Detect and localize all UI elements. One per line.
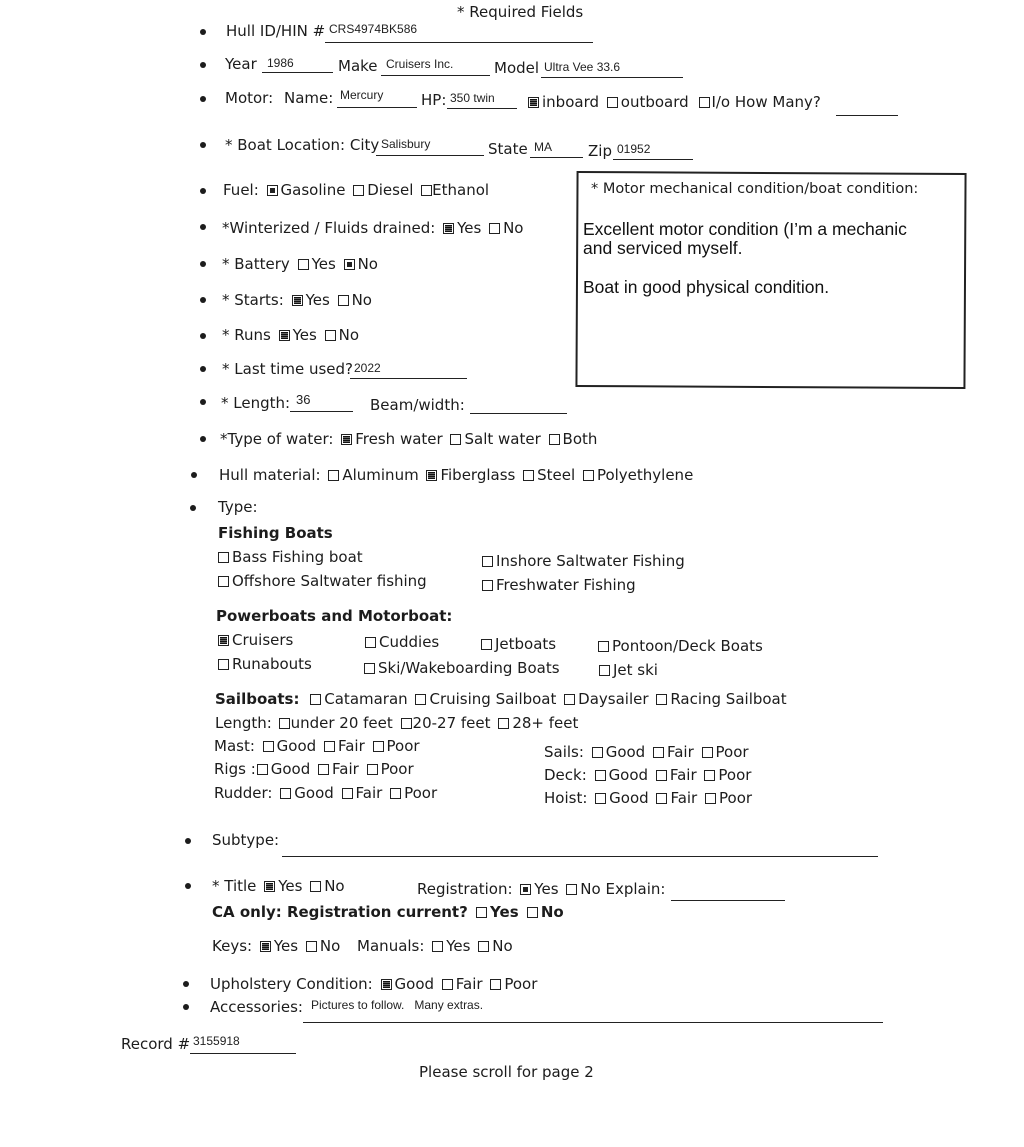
upholstery-good-checkbox[interactable] xyxy=(381,979,392,990)
gasoline-label: Gasoline xyxy=(280,181,346,199)
scroll-note: Please scroll for page 2 xyxy=(419,1063,594,1081)
sails-poor-label: Poor xyxy=(715,743,749,761)
20-27-checkbox[interactable] xyxy=(401,718,412,729)
bass-option xyxy=(215,548,363,566)
rudder-good-label: Good xyxy=(294,784,334,802)
diesel-checkbox[interactable] xyxy=(353,185,364,196)
hoist-fair-label: Fair xyxy=(670,789,698,807)
manuals-no-label: No xyxy=(492,937,513,955)
rigs-fair-label: Fair xyxy=(332,760,359,778)
bullet xyxy=(191,472,197,478)
registration-no-checkbox[interactable] xyxy=(566,884,577,895)
subtype-label: Subtype: xyxy=(212,831,280,849)
bullet xyxy=(200,62,206,68)
mast-good-checkbox[interactable] xyxy=(263,741,274,752)
winterized-yes-checkbox[interactable] xyxy=(443,223,454,234)
sails-good-checkbox[interactable] xyxy=(592,747,603,758)
deck-good-label: Good xyxy=(608,766,649,784)
deck-poor-label: Poor xyxy=(718,766,752,784)
mast-fair-checkbox[interactable] xyxy=(324,741,335,752)
fresh-water-checkbox[interactable] xyxy=(341,434,352,445)
zip-value[interactable]: 01952 xyxy=(617,142,651,156)
rigs-poor-label: Poor xyxy=(380,760,414,778)
upholstery-fair-checkbox[interactable] xyxy=(442,979,453,990)
jetboats-checkbox[interactable] xyxy=(481,639,492,650)
fishing-boats-heading: Fishing Boats xyxy=(218,524,333,542)
sails-label: Sails: xyxy=(544,743,584,761)
model-line xyxy=(541,77,683,78)
hull-id-label: Hull ID/HIN # xyxy=(226,22,326,40)
ca-yes-checkbox[interactable] xyxy=(476,907,487,918)
explain-line[interactable] xyxy=(671,900,785,901)
freshwater-fishing-checkbox[interactable] xyxy=(482,580,493,591)
condition-line-3: Boat in good physical condition. xyxy=(583,277,830,297)
bullet xyxy=(200,224,206,230)
daysailer-label: Daysailer xyxy=(578,690,649,708)
sailboats-row xyxy=(215,690,787,708)
pontoon-option xyxy=(595,637,763,655)
subtype-line[interactable] xyxy=(282,856,878,857)
aluminum-checkbox[interactable] xyxy=(328,470,339,481)
sails-poor-checkbox[interactable] xyxy=(702,747,713,758)
rigs-label: Rigs : xyxy=(214,760,256,778)
daysailer-checkbox[interactable] xyxy=(564,694,575,705)
deck-good-checkbox[interactable] xyxy=(595,770,606,781)
sails-fair-checkbox[interactable] xyxy=(653,747,664,758)
water-row xyxy=(220,430,597,448)
motor-name-line xyxy=(337,107,417,108)
outboard-checkbox[interactable] xyxy=(607,97,618,108)
deck-label: Deck: xyxy=(544,766,587,784)
battery-yes-checkbox[interactable] xyxy=(298,259,309,270)
record-value[interactable]: 3155918 xyxy=(193,1034,240,1048)
upholstery-poor-checkbox[interactable] xyxy=(490,979,501,990)
hoist-good-checkbox[interactable] xyxy=(595,793,606,804)
record-line xyxy=(190,1053,296,1054)
title-label: * Title xyxy=(212,877,257,895)
last-used-label: * Last time used? xyxy=(222,360,353,378)
deck-fair-checkbox[interactable] xyxy=(656,770,667,781)
last-used-line xyxy=(350,378,467,379)
polyethylene-checkbox[interactable] xyxy=(583,470,594,481)
keys-no-checkbox[interactable] xyxy=(306,941,317,952)
type-label: Type: xyxy=(218,498,258,516)
aluminum-label: Aluminum xyxy=(342,466,419,484)
freshwater-fishing-label: Freshwater Fishing xyxy=(496,576,636,594)
ca-yes-label: Yes xyxy=(490,903,519,921)
inboard-checkbox[interactable] xyxy=(528,97,539,108)
make-value[interactable]: Cruisers Inc. xyxy=(386,57,454,71)
ethanol-checkbox[interactable] xyxy=(421,185,432,196)
motor-label: Motor: xyxy=(225,89,274,107)
keys-yes-checkbox[interactable] xyxy=(260,941,271,952)
upholstery-label: Upholstery Condition: xyxy=(210,975,373,993)
hp-value[interactable]: 350 twin xyxy=(450,91,495,105)
make-line xyxy=(381,75,490,76)
runabouts-checkbox[interactable] xyxy=(218,659,229,670)
rudder-fair-checkbox[interactable] xyxy=(342,788,353,799)
manuals-label: Manuals: xyxy=(357,937,425,955)
bullet xyxy=(190,505,196,511)
motor-name-label: Name: xyxy=(284,89,334,107)
fiberglass-label: Fiberglass xyxy=(440,466,516,484)
winterized-yes-label: Yes xyxy=(457,219,482,237)
length-line xyxy=(290,411,353,412)
state-line xyxy=(530,157,583,158)
mast-fair-label: Fair xyxy=(337,737,365,755)
rudder-poor-label: Poor xyxy=(404,784,438,802)
bass-label: Bass Fishing boat xyxy=(232,548,363,566)
winterized-label: *Winterized / Fluids drained: xyxy=(222,219,436,237)
inshore-option xyxy=(479,552,685,570)
hull-material-label: Hull material: xyxy=(219,466,321,484)
length-label: * Length: xyxy=(221,394,291,412)
outboard-label: outboard xyxy=(620,93,689,111)
ski-label: Ski/Wakeboarding Boats xyxy=(378,659,560,677)
year-line xyxy=(262,72,333,73)
mast-label: Mast: xyxy=(214,737,255,755)
ca-registration-row xyxy=(212,903,564,921)
runs-label: * Runs xyxy=(222,326,271,344)
last-used-value[interactable]: 2022 xyxy=(354,361,381,375)
record-label: Record # xyxy=(121,1035,191,1053)
length-value[interactable]: 36 xyxy=(296,392,311,407)
winterized-row xyxy=(222,219,523,237)
starts-label: * Starts: xyxy=(222,291,284,309)
sails-fair-label: Fair xyxy=(666,743,694,761)
ethanol-label: Ethanol xyxy=(432,181,490,199)
runs-yes-label: Yes xyxy=(292,326,317,344)
offshore-checkbox[interactable] xyxy=(218,576,229,587)
city-value[interactable]: Salisbury xyxy=(381,137,431,151)
bullet xyxy=(185,838,191,844)
beam-line[interactable] xyxy=(470,413,567,414)
hull-id-value[interactable]: CRS4974BK586 xyxy=(329,22,418,36)
sail-length-label: Length: xyxy=(215,714,272,732)
mast-poor-label: Poor xyxy=(386,737,420,755)
manuals-yes-checkbox[interactable] xyxy=(432,941,443,952)
bullet xyxy=(183,1004,189,1010)
manuals-yes-label: Yes xyxy=(446,937,471,955)
bullet xyxy=(200,142,206,148)
registration-yes-checkbox[interactable] xyxy=(520,884,531,895)
hp-label: HP: xyxy=(421,91,447,109)
20-27-label: 20-27 feet xyxy=(412,714,491,732)
bullet xyxy=(200,96,206,102)
cruising-sailboat-checkbox[interactable] xyxy=(415,694,426,705)
bullet xyxy=(200,436,206,442)
year-label: Year xyxy=(225,55,257,73)
runs-no-checkbox[interactable] xyxy=(325,330,336,341)
inboard-label: inboard xyxy=(542,93,599,111)
condition-title: * Motor mechanical condition/boat condition: xyxy=(591,181,919,197)
rigs-fair-checkbox[interactable] xyxy=(318,764,329,775)
hp-line xyxy=(447,108,517,109)
state-value[interactable]: MA xyxy=(534,140,552,154)
upholstery-poor-label: Poor xyxy=(504,975,538,993)
jetski-checkbox[interactable] xyxy=(599,665,610,676)
rudder-label: Rudder: xyxy=(214,784,273,802)
beam-label: Beam/width: xyxy=(370,396,465,414)
keys-label: Keys: xyxy=(212,937,253,955)
battery-label: * Battery xyxy=(222,255,290,273)
accessories-value[interactable]: Pictures to follow. Many extras. xyxy=(311,998,484,1012)
hoist-poor-label: Poor xyxy=(719,789,753,807)
cruising-sailboat-label: Cruising Sailboat xyxy=(429,690,557,708)
starts-yes-label: Yes xyxy=(305,291,330,309)
zip-line xyxy=(613,159,693,160)
under-20-label: under 20 feet xyxy=(290,714,393,732)
racing-sailboat-checkbox[interactable] xyxy=(656,694,667,705)
gasoline-checkbox[interactable] xyxy=(267,185,278,196)
runabouts-label: Runabouts xyxy=(232,655,312,673)
runabouts-option xyxy=(215,655,312,673)
keys-row xyxy=(212,937,513,955)
state-label: State xyxy=(488,140,528,158)
offshore-label: Offshore Saltwater fishing xyxy=(232,572,427,590)
winterized-no-checkbox[interactable] xyxy=(489,223,500,234)
year-value[interactable]: 1986 xyxy=(267,56,294,70)
starts-yes-checkbox[interactable] xyxy=(292,295,303,306)
accessories-line xyxy=(303,1022,883,1023)
bullet xyxy=(200,261,206,267)
city-line xyxy=(376,155,484,156)
title-no-checkbox[interactable] xyxy=(310,881,321,892)
bullet xyxy=(200,366,206,372)
manuals-no-checkbox[interactable] xyxy=(478,941,489,952)
condition-line-2: and serviced myself. xyxy=(583,238,743,258)
upholstery-row xyxy=(210,975,537,993)
both-water-label: Both xyxy=(562,430,598,448)
jetboats-label: Jetboats xyxy=(495,635,557,653)
keys-no-label: No xyxy=(319,937,341,955)
cruisers-option xyxy=(215,631,293,649)
jetboats-option xyxy=(478,635,556,653)
runs-row xyxy=(222,326,359,344)
registration-row xyxy=(417,880,665,898)
starts-row xyxy=(222,291,372,309)
bullet xyxy=(200,29,206,35)
runs-no-label: No xyxy=(338,326,360,344)
rigs-poor-checkbox[interactable] xyxy=(367,764,378,775)
hoist-good-label: Good xyxy=(609,789,649,807)
offshore-option xyxy=(215,572,427,590)
motor-name-value[interactable]: Mercury xyxy=(340,88,384,102)
rigs-good-label: Good xyxy=(270,760,311,778)
battery-yes-label: Yes xyxy=(311,255,336,273)
rudder-poor-checkbox[interactable] xyxy=(390,788,401,799)
bullet xyxy=(200,297,206,303)
sails-good-label: Good xyxy=(605,743,646,761)
registration-yes-label: Yes xyxy=(534,880,559,898)
catamaran-label: Catamaran xyxy=(324,690,408,708)
jetski-option xyxy=(596,661,658,679)
model-label: Model xyxy=(494,59,540,77)
how-many-line[interactable] xyxy=(836,115,898,116)
hoist-poor-checkbox[interactable] xyxy=(705,793,716,804)
io-label: I/o xyxy=(711,93,731,111)
under-20-checkbox[interactable] xyxy=(279,718,290,729)
upholstery-fair-label: Fair xyxy=(455,975,483,993)
bullet xyxy=(185,883,191,889)
diesel-label: Diesel xyxy=(367,181,414,199)
rudder-row xyxy=(214,784,437,802)
battery-no-checkbox[interactable] xyxy=(344,259,355,270)
make-label: Make xyxy=(338,57,378,75)
ski-checkbox[interactable] xyxy=(364,663,375,674)
required-fields-note: * Required Fields xyxy=(457,3,584,21)
keys-yes-label: Yes xyxy=(273,937,299,955)
how-many-label: How Many? xyxy=(734,93,821,111)
ca-only-label: CA only: Registration current? xyxy=(212,903,468,921)
bullet xyxy=(200,188,206,194)
condition-line-1: Excellent motor condition (I’m a mechanic xyxy=(583,219,907,239)
sail-length-row xyxy=(215,714,578,732)
hoist-row xyxy=(544,789,752,807)
rudder-fair-label: Fair xyxy=(355,784,383,802)
sails-row xyxy=(544,743,749,761)
steel-label: Steel xyxy=(537,466,576,484)
battery-no-label: No xyxy=(357,255,378,273)
bass-checkbox[interactable] xyxy=(218,552,229,563)
polyethylene-label: Polyethylene xyxy=(596,466,694,484)
deck-row xyxy=(544,766,751,784)
hull-material-row xyxy=(219,466,693,484)
model-value[interactable]: Ultra Vee 33.6 xyxy=(544,60,621,74)
accessories-label: Accessories: xyxy=(210,998,303,1016)
ca-no-label: No xyxy=(540,903,564,921)
registration-no-explain-label: No Explain: xyxy=(580,880,666,898)
steel-checkbox[interactable] xyxy=(523,470,534,481)
fresh-water-label: Fresh water xyxy=(355,430,443,448)
cuddies-checkbox[interactable] xyxy=(365,637,376,648)
water-label: *Type of water: xyxy=(220,430,334,448)
pontoon-label: Pontoon/Deck Boats xyxy=(612,637,763,655)
cuddies-option xyxy=(362,633,439,651)
motor-type-options xyxy=(525,93,821,111)
ski-option xyxy=(361,659,560,677)
cuddies-label: Cuddies xyxy=(379,633,440,651)
title-no-label: No xyxy=(324,877,345,895)
zip-label: Zip xyxy=(588,142,612,160)
bullet xyxy=(183,981,189,987)
28-plus-checkbox[interactable] xyxy=(498,718,509,729)
deck-poor-checkbox[interactable] xyxy=(704,770,715,781)
cruisers-label: Cruisers xyxy=(232,631,294,649)
freshwater-fishing-option xyxy=(479,576,636,594)
hoist-fair-checkbox[interactable] xyxy=(656,793,667,804)
mast-poor-checkbox[interactable] xyxy=(373,741,384,752)
upholstery-good-label: Good xyxy=(394,975,435,993)
fuel-label: Fuel: xyxy=(223,181,259,199)
fiberglass-checkbox[interactable] xyxy=(426,470,437,481)
battery-row xyxy=(222,255,378,273)
mast-good-label: Good xyxy=(276,737,317,755)
inshore-checkbox[interactable] xyxy=(482,556,493,567)
starts-no-checkbox[interactable] xyxy=(338,295,349,306)
jetski-label: Jet ski xyxy=(613,661,658,679)
location-label: * Boat Location: City xyxy=(225,136,380,154)
title-row xyxy=(212,877,345,895)
runs-yes-checkbox[interactable] xyxy=(279,330,290,341)
ca-no-checkbox[interactable] xyxy=(527,907,538,918)
hull-id-line xyxy=(325,42,593,43)
starts-no-label: No xyxy=(351,291,372,309)
rigs-good-checkbox[interactable] xyxy=(257,764,268,775)
deck-fair-label: Fair xyxy=(669,766,697,784)
winterized-no-label: No xyxy=(503,219,524,237)
bullet xyxy=(200,333,206,339)
cruisers-checkbox[interactable] xyxy=(218,635,229,646)
bullet xyxy=(200,399,206,405)
sailboats-heading: Sailboats: xyxy=(215,690,300,708)
salt-water-checkbox[interactable] xyxy=(450,434,461,445)
both-water-checkbox[interactable] xyxy=(549,434,560,445)
rudder-good-checkbox[interactable] xyxy=(280,788,291,799)
salt-water-label: Salt water xyxy=(464,430,541,448)
mast-row xyxy=(214,737,420,755)
hoist-label: Hoist: xyxy=(544,789,588,807)
title-yes-checkbox[interactable] xyxy=(264,881,275,892)
28-plus-label: 28+ feet xyxy=(512,714,579,732)
rigs-row xyxy=(214,760,414,778)
catamaran-checkbox[interactable] xyxy=(310,694,321,705)
io-checkbox[interactable] xyxy=(699,97,710,108)
pontoon-checkbox[interactable] xyxy=(598,641,609,652)
fuel-row xyxy=(223,181,489,199)
racing-sailboat-label: Racing Sailboat xyxy=(670,690,787,708)
title-yes-label: Yes xyxy=(278,877,303,895)
registration-label: Registration: xyxy=(417,880,513,898)
inshore-label: Inshore Saltwater Fishing xyxy=(496,552,685,570)
powerboats-heading: Powerboats and Motorboat: xyxy=(216,607,453,625)
